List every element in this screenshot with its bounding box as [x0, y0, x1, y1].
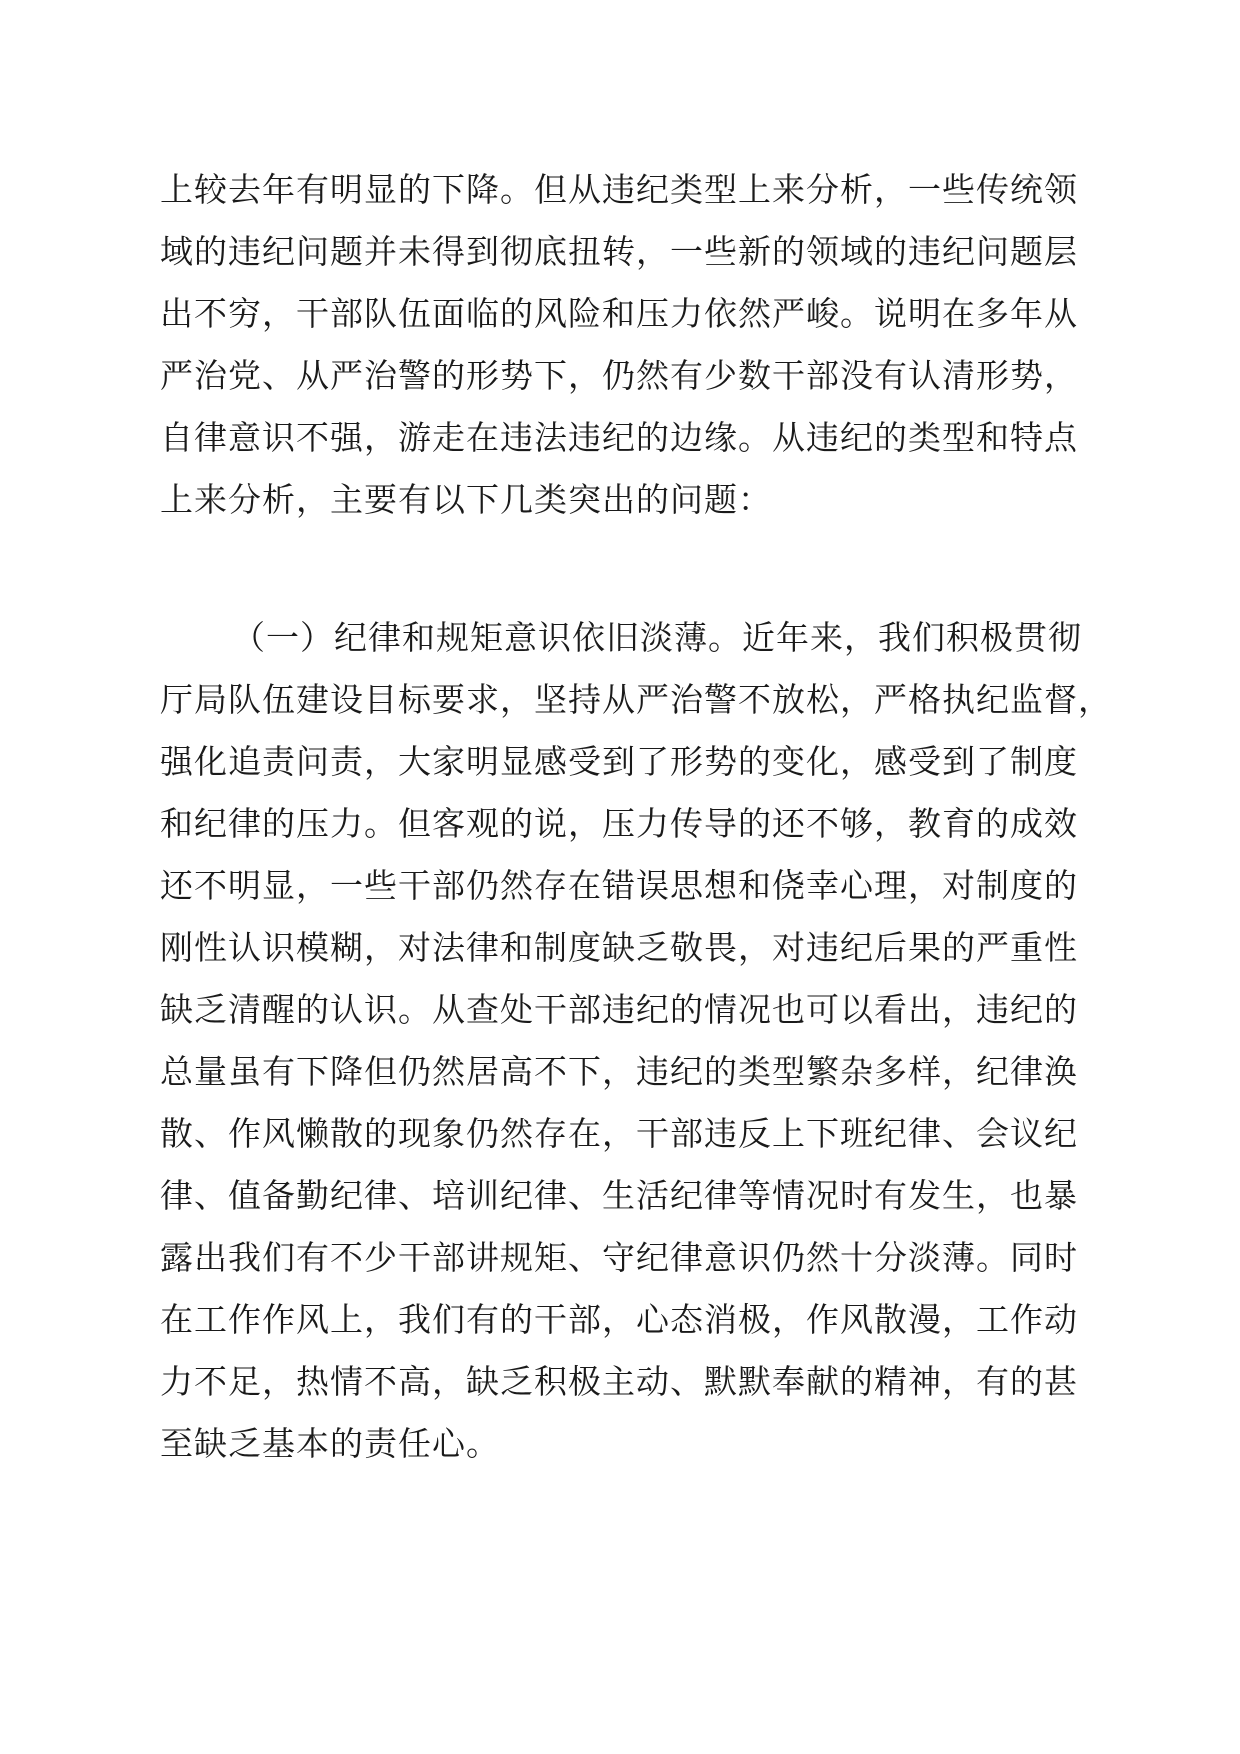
- paragraph-2-line: 律、值备勤纪律、培训纪律、生活纪律等情况时有发生，也暴: [160, 1176, 1078, 1215]
- paragraph-2-line: 至缺乏基本的责任心。: [160, 1424, 500, 1463]
- paragraph-1-line: 上来分析，主要有以下几类突出的问题：: [160, 480, 772, 519]
- paragraph-1-line: 严治党、从严治警的形势下，仍然有少数干部没有认清形势，: [160, 356, 1078, 395]
- paragraph-2-line: 露出我们有不少干部讲规矩、守纪律意识仍然十分淡薄。同时: [160, 1238, 1078, 1277]
- paragraph-2-line: 在工作作风上，我们有的干部，心态消极，作风散漫，工作动: [160, 1300, 1078, 1339]
- paragraph-2-line: 还不明显，一些干部仍然存在错误思想和侥幸心理，对制度的: [160, 866, 1078, 905]
- paragraph-1-line: 域的违纪问题并未得到彻底扭转，一些新的领域的违纪问题层: [160, 232, 1078, 271]
- paragraph-1-line: 出不穷，干部队伍面临的风险和压力依然严峻。说明在多年从: [160, 294, 1078, 333]
- paragraph-2-line: 厅局队伍建设目标要求，坚持从严治警不放松，严格执纪监督，: [160, 680, 1112, 719]
- paragraph-2-line: 力不足，热情不高，缺乏积极主动、默默奉献的精神，有的甚: [160, 1362, 1078, 1401]
- paragraph-1-line: 上较去年有明显的下降。但从违纪类型上来分析，一些传统领: [160, 170, 1078, 209]
- paragraph-2-line: 散、作风懒散的现象仍然存在，干部违反上下班纪律、会议纪: [160, 1114, 1078, 1153]
- paragraph-2-line: 和纪律的压力。但客观的说，压力传导的还不够，教育的成效: [160, 804, 1078, 843]
- paragraph-2-line: 刚性认识模糊，对法律和制度缺乏敬畏，对违纪后果的严重性: [160, 928, 1078, 967]
- paragraph-2-line: （一）纪律和规矩意识依旧淡薄。近年来，我们积极贯彻: [232, 618, 1082, 657]
- paragraph-2-line: 缺乏清醒的认识。从查处干部违纪的情况也可以看出，违纪的: [160, 990, 1078, 1029]
- paragraph-2-line: 强化追责问责，大家明显感受到了形势的变化，感受到了制度: [160, 742, 1078, 781]
- paragraph-2-line: 总量虽有下降但仍然居高不下，违纪的类型繁杂多样，纪律涣: [160, 1052, 1078, 1091]
- paragraph-1-line: 自律意识不强，游走在违法违纪的边缘。从违纪的类型和特点: [160, 418, 1078, 457]
